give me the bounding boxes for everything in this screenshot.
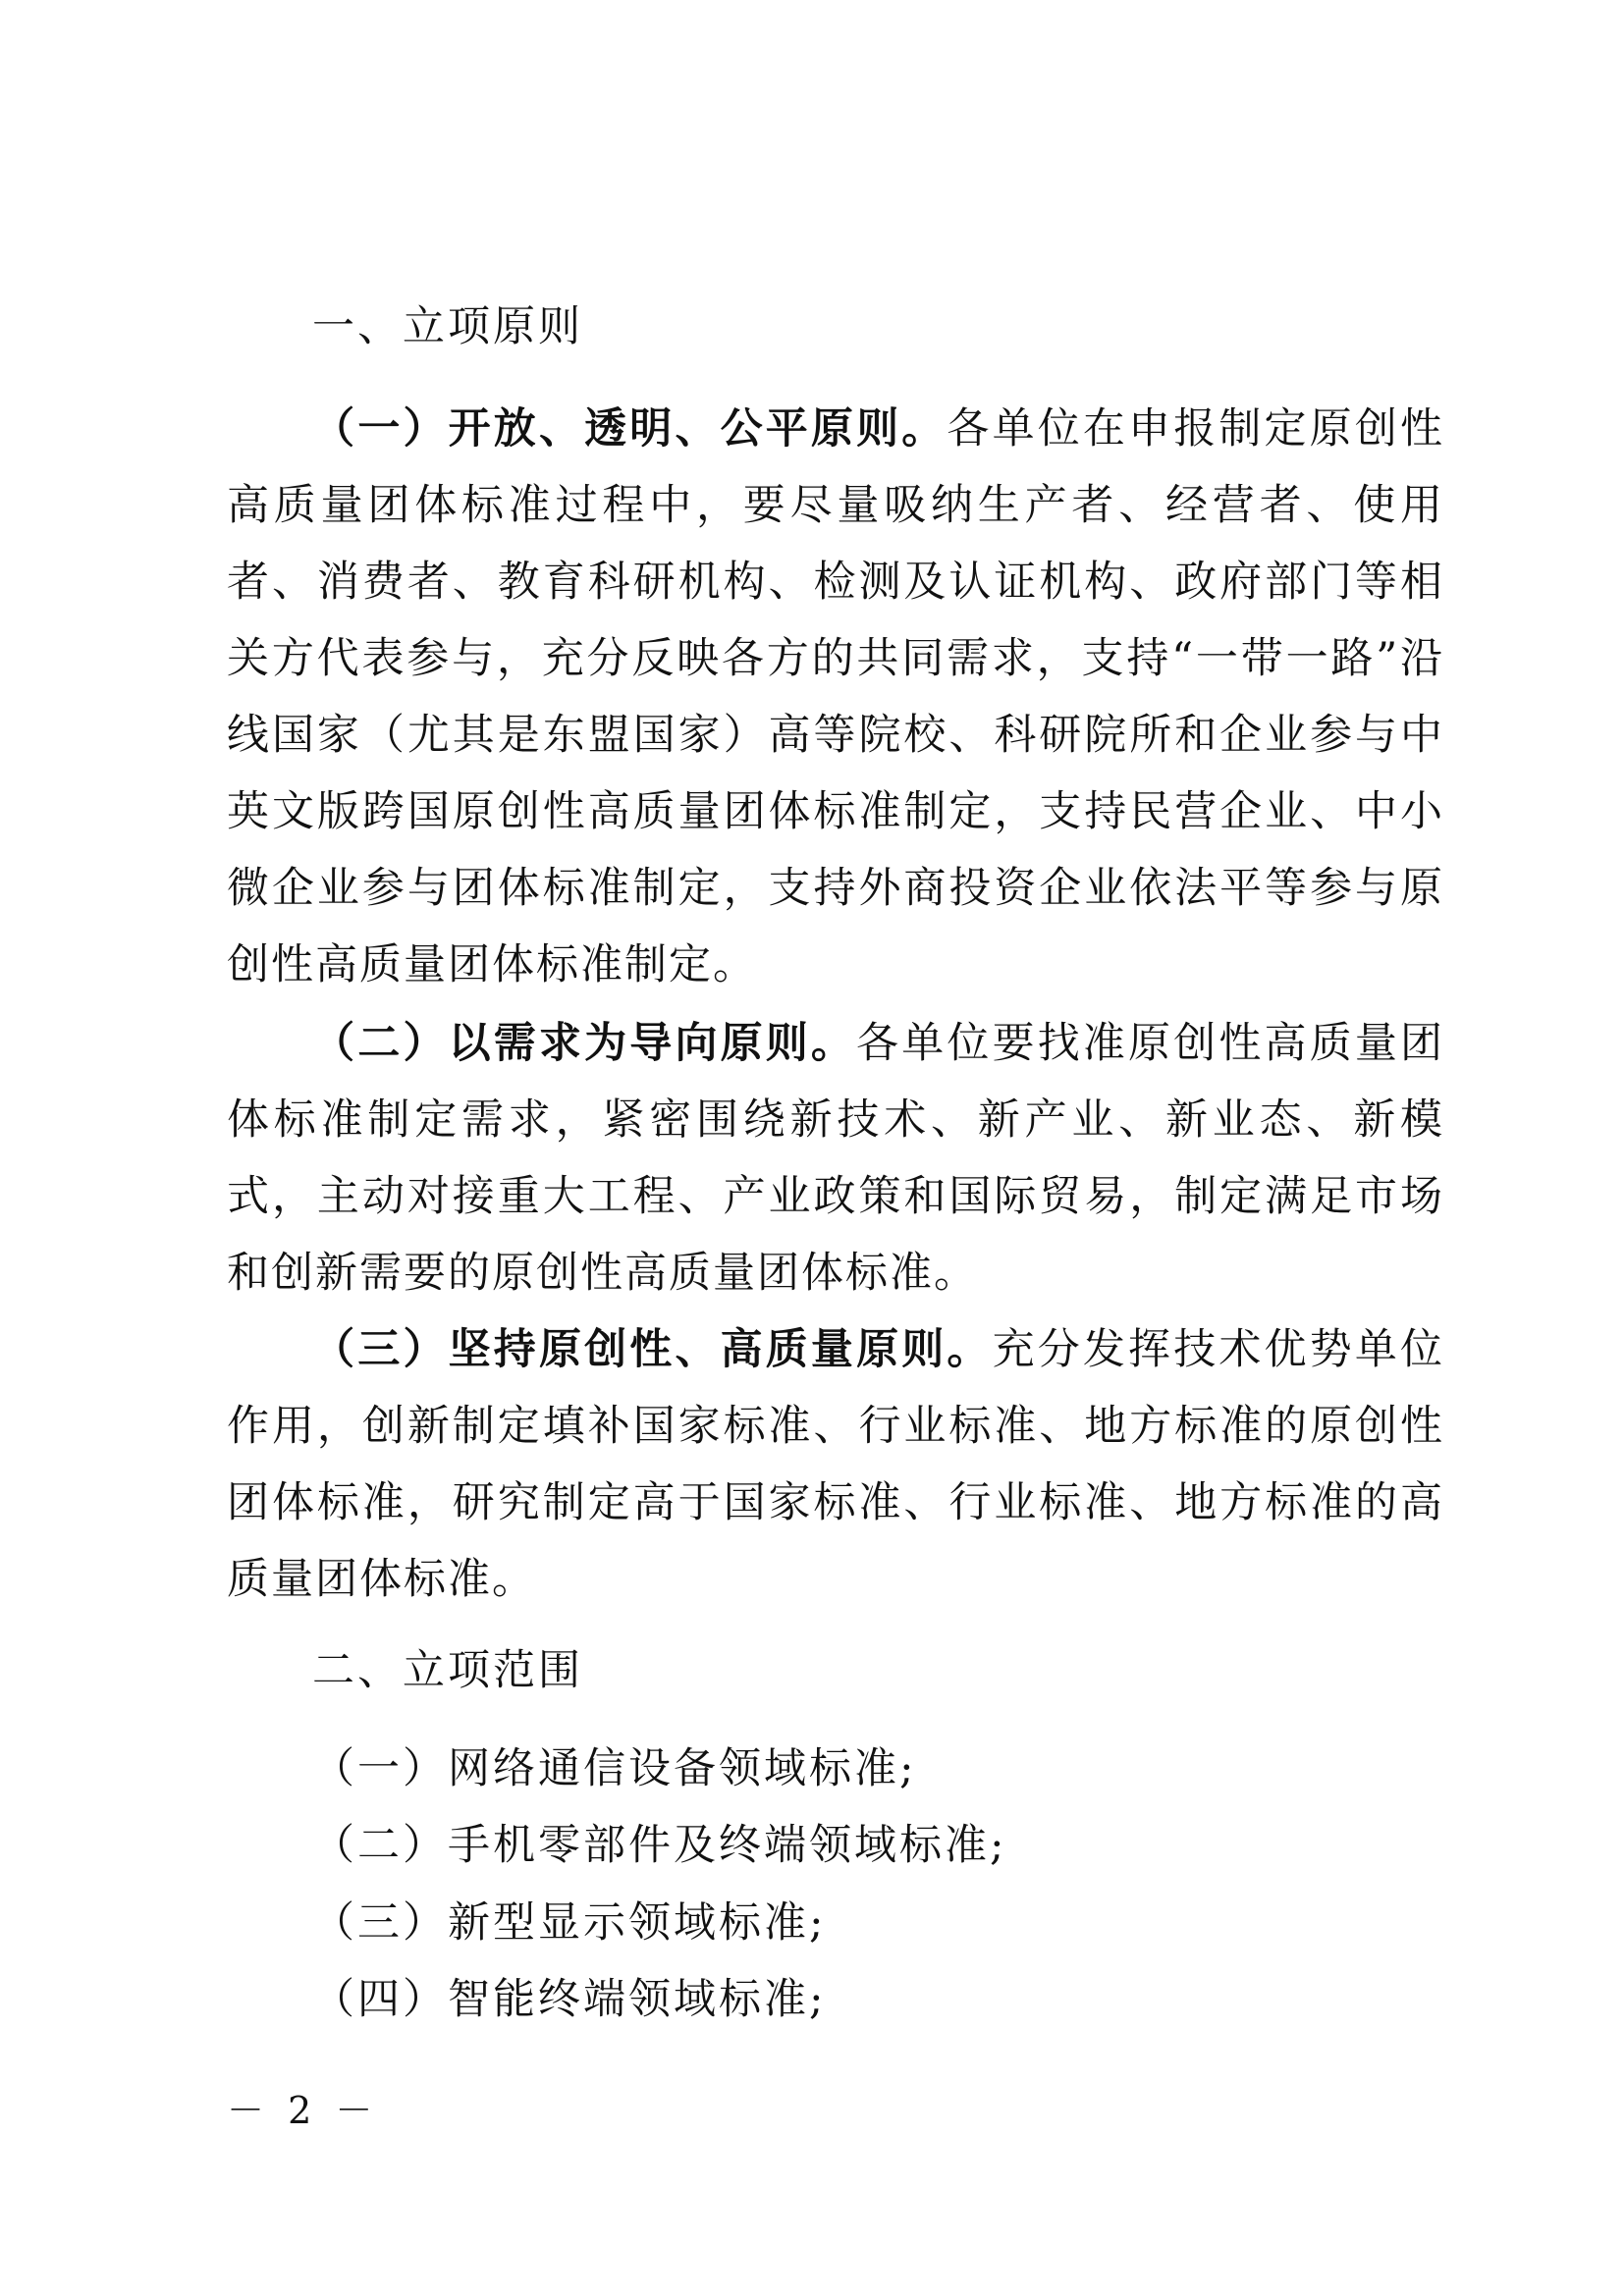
paragraph-text: 充分发挥技术优势单位作用，创新制定填补国家标准、行业标准、地方标准的原创性团体标准，研究制定高于国家标准、行业标准、地方标准的高质量团体标准。 — [227, 1325, 1445, 1604]
paragraph-lead: （一）开放、透明、公平原则。 — [311, 404, 947, 454]
paragraph-text: 各单位要找准原创性高质量团体标准制定需求，紧密围绕新技术、新产业、新业态、新模式，主动对接重大工程、产业政策和国际贸易，制定满足市场和创新需要的原创性高质量团体标准。 — [227, 1019, 1445, 1298]
section-heading-scope: 二、立项范围 — [312, 1646, 583, 1695]
paragraph-text: 各单位在申报制定原创性高质量团体标准过程中，要尽量吸纳生产者、经营者、使用者、消费者、教育科研机构、检测及认证机构、政府部门等相关方代表参与，充分反映各方的共同需求，支持“一带一路”沿线国家（尤其是东盟国家）高等院校、科研院所和企业参与中英文版跨国原创性高质量团体标准制定，支持民营企业、中小微企业参与团体标准制定，支持外商投资企业依法平等参与原创性高质量团体标准制定。 — [227, 404, 1445, 989]
paragraph-principle-1 — [227, 391, 1444, 1003]
section-heading-principles: 一、立项原则 — [312, 302, 583, 351]
scope-item: （一）网络通信设备领域标准; — [312, 1744, 917, 1793]
paragraph-lead: （三）坚持原创性、高质量原则。 — [311, 1325, 993, 1374]
scope-item: （四）智能终端领域标准; — [312, 1975, 827, 2024]
paragraph-principle-3 — [227, 1311, 1444, 1618]
scope-item: （三）新型显示领域标准; — [312, 1898, 827, 1948]
paragraph-principle-2 — [227, 1005, 1444, 1311]
page-number: － 2 － — [227, 2089, 379, 2132]
scope-item: （二）手机零部件及终端领域标准; — [312, 1821, 1007, 1870]
paragraph-lead: （二）以需求为导向原则。 — [311, 1019, 857, 1068]
